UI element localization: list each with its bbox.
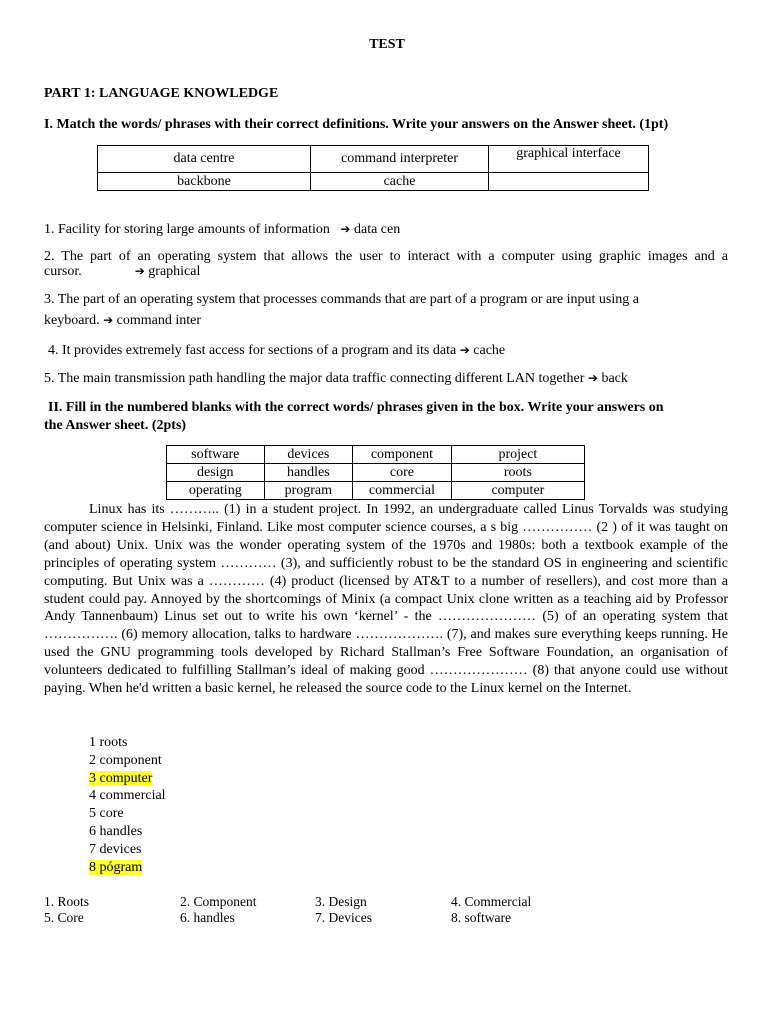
word-cell: devices	[264, 446, 353, 464]
section2-word-box	[166, 445, 585, 500]
word-cell: data centre	[98, 146, 311, 173]
definition-item-1: 1. Facility for storing large amounts of information ➔ data cen	[44, 222, 401, 237]
word-cell: graphical interface	[489, 146, 649, 173]
word-cell: program	[264, 482, 353, 500]
definition-item-4: 4. It provides extremely fast access for sections of a program and its data ➔ cache	[48, 343, 506, 358]
word-cell: commercial	[353, 482, 452, 500]
handwritten-answer: cache	[473, 343, 506, 358]
answer-key	[44, 894, 644, 926]
section1-instruction: I. Match the words/ phrases with their correct definitions. Write your answers on the Answer sheet. (1pt)	[44, 117, 669, 132]
handwritten-answer: data cen	[353, 222, 401, 237]
student-answer-list	[89, 734, 166, 876]
definition-item-3-cont: keyboard. ➔ command inter	[44, 313, 202, 328]
definition-item-5: 5. The main transmission path handling the major data traffic connecting different LAN together ➔ back	[44, 371, 628, 386]
word-cell: handles	[264, 464, 353, 482]
list-item: 5 core	[89, 806, 124, 822]
list-item: 4 commercial	[89, 788, 166, 804]
key-item: 4. Commercial	[451, 894, 532, 909]
definition-item-2-cont: cursor. ➔ graphical	[44, 264, 201, 279]
page-title: TEST	[369, 37, 405, 52]
key-item: 7. Devices	[315, 910, 372, 925]
handwritten-answer: graphical	[148, 264, 201, 279]
arrow-icon: ➔	[340, 222, 351, 236]
word-cell: design	[167, 464, 265, 482]
list-item: 1 roots	[89, 735, 128, 750]
arrow-icon: ➔	[134, 264, 145, 278]
key-item: 8. software	[451, 910, 511, 925]
definition-item-2: 2. The part of an operating system that allows the user to interact with a computer using graphic images and a	[44, 249, 728, 264]
part1-heading: PART 1: LANGUAGE KNOWLEDGE	[44, 86, 279, 101]
word-cell: core	[353, 464, 452, 482]
section1-word-table	[97, 145, 649, 191]
word-cell: computer	[451, 482, 584, 500]
word-cell: command interpreter	[311, 146, 489, 173]
arrow-icon: ➔	[587, 371, 598, 385]
word-cell: roots	[451, 464, 584, 482]
key-item: 2. Component	[180, 894, 257, 909]
list-item: 6 handles	[89, 823, 143, 839]
word-cell: backbone	[98, 173, 311, 191]
section2-instruction: II. Fill in the numbered blanks with the correct words/ phrases given in the box. Write your answers on	[48, 400, 664, 415]
passage-text: Linux has its ……….. (1) in a student project. In 1992, an undergraduate called Linus Torvalds was studying computer science in Helsinki, Finland. Like most computer science courses, a s big …………… (2 ) of it was taught on (and about) Unix. Unix was the wonder operating system of the 1970s and 1980s: both a textbook example of the principles of operating system ………… (3), and sufficiently robust to be the standard OS in engineering and scientific computing. But Unix was a ………… (4) product (licensed by AT&T to a number of resellers), and cost more than a student could pay. Annoyed by the shortcomings of Minix (a compact Unix clone written as a teaching aid by Professor Andy Tannenbaum) Linus set out to write his own ‘kernel’ - the ………………… (5) of an operating system that ……………. (6) memory allocation, talks to hardware ………………. (7), and makes sure everything keeps running. He used the GNU programming tools developed by Richard Stallman’s Free Software Foundation, an organisation of volunteers dedicated to fulfilling Stallman’s ideal of making good ………………… (8) that anyone could use without paying. When he'd written a basic kernel, he released the source code to the Linux kernel on the Internet.	[44, 502, 728, 697]
key-item: 3. Design	[315, 894, 367, 909]
word-cell: project	[451, 446, 584, 464]
key-item: 5. Core	[44, 910, 84, 925]
list-item: 3 computer	[89, 770, 153, 786]
definition-item-3: 3. The part of an operating system that processes commands that are part of a program or are input using a	[44, 292, 639, 307]
word-cell: cache	[311, 173, 489, 191]
word-cell	[489, 173, 649, 191]
key-item: 6. handles	[180, 910, 235, 925]
section2-instruction-cont: the Answer sheet. (2pts)	[44, 418, 187, 433]
word-cell: operating	[167, 482, 265, 500]
key-item: 1. Roots	[44, 894, 90, 909]
handwritten-answer: back	[601, 371, 628, 386]
arrow-icon: ➔	[459, 343, 470, 357]
list-item: 2 component	[89, 752, 162, 768]
word-cell: software	[167, 446, 265, 464]
list-item: 7 devices	[89, 841, 142, 857]
handwritten-answer: command inter	[116, 313, 202, 328]
word-cell: component	[353, 446, 452, 464]
list-item: 8 pógram	[89, 859, 143, 875]
arrow-icon: ➔	[103, 313, 114, 327]
